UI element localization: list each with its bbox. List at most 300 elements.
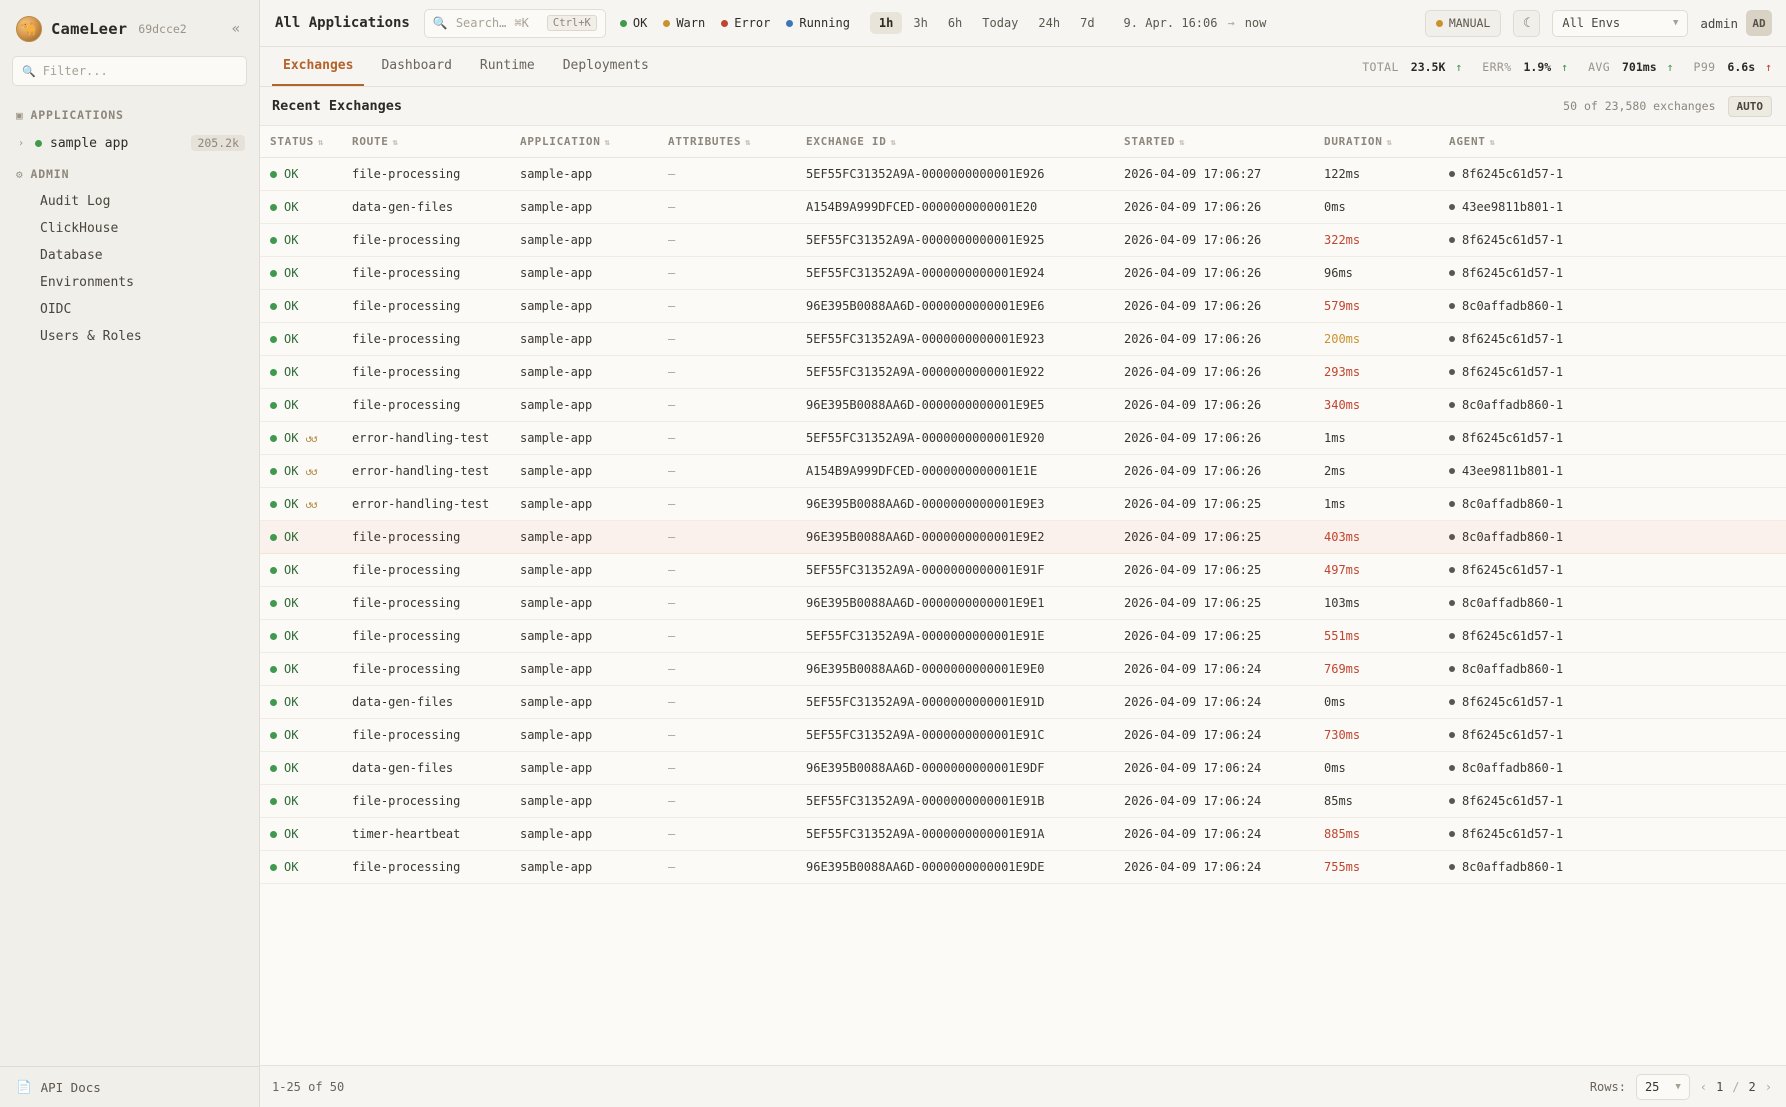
cell-duration: 96ms <box>1314 257 1439 290</box>
footer-right <box>1590 1074 1772 1100</box>
page-current: 1 <box>1716 1079 1724 1094</box>
auto-refresh-badge[interactable]: AUTO <box>1728 96 1773 117</box>
cell-exchange-id: 5EF55FC31352A9A-0000000000001E926 <box>796 158 1114 191</box>
col-duration[interactable] <box>1314 126 1439 158</box>
cell-exchange-id: 5EF55FC31352A9A-0000000000001E923 <box>796 323 1114 356</box>
main-content <box>260 0 1786 1107</box>
user-menu[interactable] <box>1700 10 1772 36</box>
cell-status <box>260 818 342 851</box>
agent-dot-icon <box>1449 270 1455 276</box>
status-dot <box>35 140 42 147</box>
cell-started: 2026-04-09 17:06:27 <box>1114 158 1314 191</box>
cell-agent <box>1439 686 1786 719</box>
cell-started: 2026-04-09 17:06:24 <box>1114 818 1314 851</box>
retry-icon: ↺↺ <box>305 431 317 445</box>
env-select[interactable] <box>1552 10 1688 37</box>
status-label: OK <box>284 398 299 412</box>
status-label: OK <box>284 233 299 247</box>
range-1h[interactable]: 1h <box>870 12 902 34</box>
cell-route: data-gen-files <box>342 191 510 224</box>
sidebar-item-clickhouse[interactable]: ClickHouse <box>40 221 119 236</box>
cell-attributes: — <box>658 455 796 488</box>
tab-deployments[interactable]: Deployments <box>562 57 649 73</box>
agent-label: 8c0affadb860-1 <box>1462 299 1564 313</box>
col-route[interactable] <box>342 126 510 158</box>
trend-up-icon: ↑ <box>1765 59 1772 74</box>
col-exchange-id[interactable] <box>796 126 1114 158</box>
manual-dot-icon <box>1436 20 1443 27</box>
table-row[interactable] <box>260 851 1786 884</box>
search-placeholder: Search… <box>455 16 507 30</box>
cube-icon: ▣ <box>16 108 24 122</box>
cell-exchange-id: 5EF55FC31352A9A-0000000000001E91A <box>796 818 1114 851</box>
cell-application: sample-app <box>510 785 658 818</box>
agent-label: 8f6245c61d57-1 <box>1462 629 1564 643</box>
cell-exchange-id: 96E395B0088AA6D-0000000000001E9E1 <box>796 587 1114 620</box>
cell-duration: 2ms <box>1314 455 1439 488</box>
agent-dot-icon <box>1449 765 1455 771</box>
sidebar-item-environments[interactable]: Environments <box>40 275 134 290</box>
range-today[interactable]: Today <box>982 16 1019 30</box>
cell-agent <box>1439 422 1786 455</box>
pager <box>1700 1080 1772 1094</box>
cell-started: 2026-04-09 17:06:25 <box>1114 488 1314 521</box>
cell-duration: 322ms <box>1314 224 1439 257</box>
status-dot-icon <box>270 699 277 706</box>
cell-exchange-id: 96E395B0088AA6D-0000000000001E9E5 <box>796 389 1114 422</box>
table-row[interactable] <box>260 158 1786 191</box>
col-application-label: APPLICATION <box>520 135 601 148</box>
agent-dot-icon <box>1449 798 1455 804</box>
agent-label: 8c0affadb860-1 <box>1462 530 1564 544</box>
table-row[interactable] <box>260 488 1786 521</box>
status-dot-icon <box>270 666 277 673</box>
cell-route: file-processing <box>342 356 510 389</box>
status-dot-icon <box>270 237 277 244</box>
status-label: OK <box>284 596 299 610</box>
next-page-button[interactable]: › <box>1764 1079 1772 1094</box>
cell-route: file-processing <box>342 389 510 422</box>
sort-icon: ⇅ <box>1489 138 1496 148</box>
col-started[interactable] <box>1114 126 1314 158</box>
filter-input[interactable] <box>43 64 237 78</box>
cell-duration: 755ms <box>1314 851 1439 884</box>
agent-label: 8c0affadb860-1 <box>1462 860 1564 874</box>
cell-started: 2026-04-09 17:06:26 <box>1114 323 1314 356</box>
filter-box[interactable] <box>12 56 247 86</box>
table-row[interactable] <box>260 521 1786 554</box>
cell-attributes: — <box>658 191 796 224</box>
cell-started: 2026-04-09 17:06:26 <box>1114 257 1314 290</box>
status-label: OK <box>284 563 299 577</box>
agent-label: 8f6245c61d57-1 <box>1462 233 1564 247</box>
chevron-right-icon[interactable]: › <box>18 137 25 149</box>
cell-exchange-id: A154B9A999DFCED-0000000000001E20 <box>796 191 1114 224</box>
filter-chip-warn[interactable] <box>663 16 705 30</box>
status-dot-icon <box>270 501 277 508</box>
agent-dot-icon <box>1449 402 1455 408</box>
cell-attributes: — <box>658 587 796 620</box>
agent-label: 43ee9811b801-1 <box>1462 200 1564 214</box>
table-row[interactable] <box>260 290 1786 323</box>
cell-agent <box>1439 620 1786 653</box>
filter-chip-ok[interactable] <box>620 16 647 30</box>
status-dot-icon <box>270 732 277 739</box>
cell-exchange-id: 96E395B0088AA6D-0000000000001E9E3 <box>796 488 1114 521</box>
cell-status <box>260 455 342 488</box>
range-7d[interactable]: 7d <box>1080 16 1095 30</box>
cell-agent <box>1439 554 1786 587</box>
tab-runtime[interactable]: Runtime <box>479 57 535 73</box>
cell-attributes: — <box>658 422 796 455</box>
manual-refresh-button[interactable] <box>1425 10 1502 37</box>
arrow-right-icon: → <box>1227 16 1235 30</box>
search-icon: 🔍 <box>432 16 448 30</box>
agent-label: 8c0affadb860-1 <box>1462 398 1564 412</box>
sidebar-item-oidc[interactable]: OIDC <box>40 302 72 317</box>
table-row[interactable] <box>260 554 1786 587</box>
tab-dashboard[interactable]: Dashboard <box>381 57 452 73</box>
cell-exchange-id: 5EF55FC31352A9A-0000000000001E91D <box>796 686 1114 719</box>
table-row[interactable] <box>260 356 1786 389</box>
agent-label: 8f6245c61d57-1 <box>1462 332 1564 346</box>
gear-icon: ⚙ <box>16 167 24 181</box>
agent-label: 8f6245c61d57-1 <box>1462 266 1564 280</box>
cell-started: 2026-04-09 17:06:25 <box>1114 554 1314 587</box>
topbar-right <box>1425 10 1772 37</box>
cell-status <box>260 752 342 785</box>
status-label: OK <box>284 794 299 808</box>
trend-up-icon: ↑ <box>1666 59 1674 74</box>
cell-started: 2026-04-09 17:06:26 <box>1114 191 1314 224</box>
cell-started: 2026-04-09 17:06:26 <box>1114 422 1314 455</box>
summary-stats <box>1362 60 1772 74</box>
cell-status <box>260 257 342 290</box>
table-head <box>260 126 1786 158</box>
cell-exchange-id: 5EF55FC31352A9A-0000000000001E922 <box>796 356 1114 389</box>
agent-label: 8f6245c61d57-1 <box>1462 827 1564 841</box>
status-dot-icon <box>270 336 277 343</box>
status-dot-icon <box>270 567 277 574</box>
status-label: OK <box>284 629 299 643</box>
agent-dot-icon <box>1449 864 1455 870</box>
cell-status <box>260 653 342 686</box>
table-row[interactable] <box>260 686 1786 719</box>
cell-application: sample-app <box>510 257 658 290</box>
date-from: 9. Apr. 16:06 <box>1123 16 1218 30</box>
cell-route: file-processing <box>342 257 510 290</box>
cell-attributes: — <box>658 752 796 785</box>
col-attributes[interactable] <box>658 126 796 158</box>
cell-started: 2026-04-09 17:06:24 <box>1114 686 1314 719</box>
cell-duration: 293ms <box>1314 356 1439 389</box>
sidebar-item-users-roles[interactable]: Users & Roles <box>40 329 142 344</box>
cell-exchange-id: A154B9A999DFCED-0000000000001E1E <box>796 455 1114 488</box>
status-label: OK <box>284 761 299 775</box>
user-name: admin <box>1700 15 1738 31</box>
status-dot-icon <box>270 435 277 442</box>
sidebar-item-database[interactable]: Database <box>40 248 103 263</box>
stat-errpct-label: ERR% <box>1482 59 1512 74</box>
cell-status <box>260 224 342 257</box>
search-shortcut-hint: ⌘K <box>514 16 529 30</box>
cell-started: 2026-04-09 17:06:26 <box>1114 455 1314 488</box>
cell-route: data-gen-files <box>342 686 510 719</box>
cell-application: sample-app <box>510 455 658 488</box>
table-row[interactable] <box>260 323 1786 356</box>
agent-dot-icon <box>1449 468 1455 474</box>
agent-dot-icon <box>1449 501 1455 507</box>
cell-exchange-id: 5EF55FC31352A9A-0000000000001E91B <box>796 785 1114 818</box>
filter-chip-running[interactable] <box>786 16 850 30</box>
cell-duration: 0ms <box>1314 686 1439 719</box>
cell-attributes: — <box>658 488 796 521</box>
cell-status <box>260 785 342 818</box>
table-body <box>260 158 1786 884</box>
exchanges-table <box>260 126 1786 884</box>
agent-dot-icon <box>1449 600 1455 606</box>
agent-dot-icon <box>1449 732 1455 738</box>
page-title: All Applications <box>275 15 410 31</box>
table-row[interactable] <box>260 653 1786 686</box>
trend-up-icon: ↑ <box>1455 59 1463 74</box>
agent-label: 8f6245c61d57-1 <box>1462 365 1564 379</box>
cell-started: 2026-04-09 17:06:24 <box>1114 653 1314 686</box>
retry-icon: ↺↺ <box>305 464 317 478</box>
filter-chip-error[interactable] <box>721 16 770 30</box>
range-3h[interactable]: 3h <box>913 16 928 30</box>
cell-started: 2026-04-09 17:06:26 <box>1114 224 1314 257</box>
cell-agent <box>1439 719 1786 752</box>
rows-label: Rows: <box>1589 1079 1626 1094</box>
col-status-label: STATUS <box>270 135 314 148</box>
api-docs-label: API Docs <box>40 1079 101 1095</box>
cell-route: file-processing <box>342 653 510 686</box>
cell-agent <box>1439 158 1786 191</box>
ok-dot-icon <box>620 20 627 27</box>
topbar <box>260 0 1786 47</box>
sort-icon: ⇅ <box>317 138 325 148</box>
exchanges-table-wrapper[interactable] <box>260 125 1786 1065</box>
status-label: OK <box>284 728 299 742</box>
cell-agent <box>1439 521 1786 554</box>
table-row[interactable] <box>260 587 1786 620</box>
admin-section-label: ADMIN <box>30 167 70 181</box>
collapse-left-icon[interactable]: « <box>231 21 241 37</box>
status-dot-icon <box>270 369 277 376</box>
table-row[interactable] <box>260 422 1786 455</box>
cell-application: sample-app <box>510 356 658 389</box>
cell-duration: 103ms <box>1314 587 1439 620</box>
col-agent[interactable] <box>1439 126 1786 158</box>
cell-route: file-processing <box>342 785 510 818</box>
app-name-label: sample app <box>50 135 129 151</box>
camel-logo-icon: 🐪 <box>16 16 42 42</box>
col-duration-label: DURATION <box>1324 135 1383 148</box>
cell-started: 2026-04-09 17:06:26 <box>1114 290 1314 323</box>
table-row[interactable] <box>260 752 1786 785</box>
cell-attributes: — <box>658 686 796 719</box>
admin-section-header <box>0 157 259 188</box>
agent-label: 8f6245c61d57-1 <box>1462 167 1564 181</box>
agent-dot-icon <box>1449 303 1455 309</box>
cell-attributes: — <box>658 224 796 257</box>
cell-started: 2026-04-09 17:06:24 <box>1114 719 1314 752</box>
col-status[interactable] <box>260 126 342 158</box>
cell-started: 2026-04-09 17:06:26 <box>1114 356 1314 389</box>
cell-route: file-processing <box>342 851 510 884</box>
cell-agent <box>1439 356 1786 389</box>
search-input[interactable] <box>424 9 606 38</box>
cell-application: sample-app <box>510 686 658 719</box>
table-header-row <box>260 126 1786 158</box>
agent-label: 8f6245c61d57-1 <box>1462 695 1564 709</box>
range-24h[interactable]: 24h <box>1038 16 1061 30</box>
brand-name: CameLeer <box>51 20 128 38</box>
cell-duration: 551ms <box>1314 620 1439 653</box>
cell-duration: 497ms <box>1314 554 1439 587</box>
filter-chip-error-label: Error <box>734 16 771 30</box>
status-label: OK <box>284 530 299 544</box>
agent-dot-icon <box>1449 633 1455 639</box>
cell-status <box>260 422 342 455</box>
cell-agent <box>1439 785 1786 818</box>
cell-agent <box>1439 818 1786 851</box>
cell-duration: 0ms <box>1314 752 1439 785</box>
cell-application: sample-app <box>510 554 658 587</box>
tabs-bar <box>260 47 1786 87</box>
cell-attributes: — <box>658 620 796 653</box>
cell-attributes: — <box>658 290 796 323</box>
agent-label: 43ee9811b801-1 <box>1462 464 1564 478</box>
stat-total <box>1362 60 1462 74</box>
sort-icon: ⇅ <box>745 138 752 148</box>
agent-dot-icon <box>1449 336 1455 342</box>
table-row[interactable] <box>260 224 1786 257</box>
cell-attributes: — <box>658 257 796 290</box>
sidebar-item-audit-log[interactable]: Audit Log <box>40 194 111 209</box>
stat-total-value: 23.5K <box>1410 59 1446 74</box>
cell-exchange-id: 5EF55FC31352A9A-0000000000001E925 <box>796 224 1114 257</box>
table-row[interactable] <box>260 620 1786 653</box>
date-range-display[interactable] <box>1124 16 1267 30</box>
cell-agent <box>1439 653 1786 686</box>
cell-route: error-handling-test <box>342 422 510 455</box>
cell-duration: 85ms <box>1314 785 1439 818</box>
cell-attributes: — <box>658 323 796 356</box>
sort-icon: ⇅ <box>1386 138 1393 148</box>
cell-attributes: — <box>658 554 796 587</box>
moon-icon[interactable]: ☾ <box>1513 10 1540 37</box>
cell-started: 2026-04-09 17:06:25 <box>1114 620 1314 653</box>
table-row[interactable] <box>260 785 1786 818</box>
agent-label: 8f6245c61d57-1 <box>1462 794 1564 808</box>
status-dot-icon <box>270 600 277 607</box>
agent-dot-icon <box>1449 567 1455 573</box>
cell-exchange-id: 96E395B0088AA6D-0000000000001E9E2 <box>796 521 1114 554</box>
filter-chip-warn-label: Warn <box>676 16 706 30</box>
search-kbd-badge: Ctrl+K <box>547 15 597 31</box>
time-range-selector <box>870 12 1104 34</box>
agent-label: 8c0affadb860-1 <box>1462 596 1564 610</box>
cell-route: file-processing <box>342 224 510 257</box>
cell-status <box>260 587 342 620</box>
filter-chip-ok-label: OK <box>632 16 648 30</box>
table-row[interactable] <box>260 257 1786 290</box>
cell-attributes: — <box>658 389 796 422</box>
cell-application: sample-app <box>510 389 658 422</box>
table-row[interactable] <box>260 818 1786 851</box>
sort-icon: ⇅ <box>1179 138 1186 148</box>
agent-dot-icon <box>1449 534 1455 540</box>
cell-attributes: — <box>658 521 796 554</box>
cell-attributes: — <box>658 818 796 851</box>
cell-agent <box>1439 752 1786 785</box>
cell-attributes: — <box>658 356 796 389</box>
table-row[interactable] <box>260 455 1786 488</box>
col-agent-label: AGENT <box>1449 135 1486 148</box>
sidebar-item-sample-app[interactable] <box>0 129 259 157</box>
tab-exchanges[interactable]: Exchanges <box>272 48 364 86</box>
cell-application: sample-app <box>510 818 658 851</box>
agent-label: 8c0affadb860-1 <box>1462 497 1564 511</box>
table-row[interactable] <box>260 191 1786 224</box>
rows-per-page-select[interactable] <box>1636 1074 1690 1100</box>
range-6h[interactable]: 6h <box>947 16 963 30</box>
applications-section-label: APPLICATIONS <box>30 108 124 122</box>
api-docs-link[interactable] <box>0 1066 259 1107</box>
cell-status <box>260 389 342 422</box>
sidebar <box>0 0 260 1107</box>
agent-dot-icon <box>1449 435 1455 441</box>
sidebar-filter <box>0 54 259 98</box>
agent-label: 8f6245c61d57-1 <box>1462 563 1564 577</box>
cell-exchange-id: 5EF55FC31352A9A-0000000000001E91F <box>796 554 1114 587</box>
agent-dot-icon <box>1449 369 1455 375</box>
cell-agent <box>1439 851 1786 884</box>
agent-dot-icon <box>1449 666 1455 672</box>
filter-chip-running-label: Running <box>799 16 850 30</box>
table-row[interactable] <box>260 389 1786 422</box>
status-label: OK <box>284 827 299 841</box>
cell-agent <box>1439 224 1786 257</box>
agent-label: 8c0affadb860-1 <box>1462 761 1564 775</box>
status-dot-icon <box>270 270 277 277</box>
cell-route: file-processing <box>342 620 510 653</box>
cell-started: 2026-04-09 17:06:25 <box>1114 587 1314 620</box>
cell-application: sample-app <box>510 587 658 620</box>
status-label: OK <box>284 200 299 214</box>
cell-attributes: — <box>658 158 796 191</box>
cell-application: sample-app <box>510 488 658 521</box>
cell-application: sample-app <box>510 422 658 455</box>
cell-exchange-id: 5EF55FC31352A9A-0000000000001E924 <box>796 257 1114 290</box>
cell-status <box>260 554 342 587</box>
agent-dot-icon <box>1449 831 1455 837</box>
cell-application: sample-app <box>510 290 658 323</box>
col-application[interactable] <box>510 126 658 158</box>
prev-page-button[interactable]: ‹ <box>1699 1079 1708 1094</box>
cell-application: sample-app <box>510 653 658 686</box>
stat-avg-value: 701ms <box>1622 59 1657 74</box>
cell-exchange-id: 96E395B0088AA6D-0000000000001E9E6 <box>796 290 1114 323</box>
stat-total-label: TOTAL <box>1362 59 1399 74</box>
cell-duration: 1ms <box>1314 422 1439 455</box>
status-label: OK <box>284 695 299 709</box>
table-row[interactable] <box>260 719 1786 752</box>
col-started-label: STARTED <box>1124 135 1176 148</box>
cell-route: file-processing <box>342 290 510 323</box>
